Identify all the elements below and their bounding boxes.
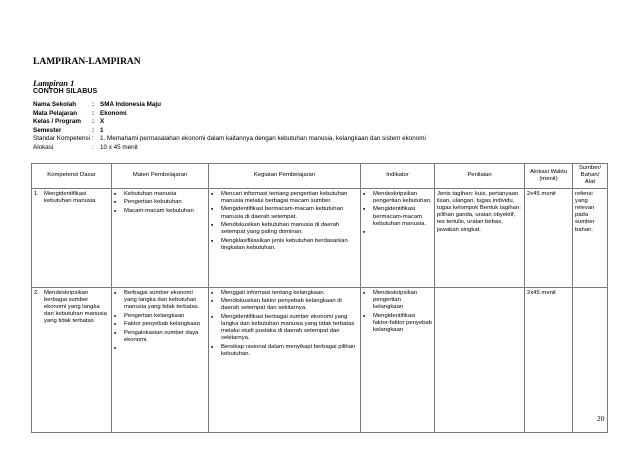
meta-separator: :: [92, 135, 94, 142]
kegiatan-item: ▪ Mengidentifikasi berbagai sumber ekonomi yang langka dan kebutuhan manusia yang tidak terbatas melalui studi pustaka di daerah setempat dan sekitarnya.: [211, 314, 358, 343]
column-header: Sumber/ Bahan/ Alat: [573, 164, 608, 189]
kompetensi-text: Mengidentifikasi kebutuhan manusia: [44, 190, 96, 204]
column-header: Alokasi Waktu (menit): [525, 164, 573, 189]
meta-value: 1. Memahami permasalahan ekonomi dalam kaitannya dengan kebutuhan manusia, kelangkaan dan sistem ekonomi: [100, 135, 426, 142]
meta-separator: :: [92, 118, 95, 125]
materi-item: ▪ Pengertian kelangkaan: [114, 313, 206, 320]
lampiran-label: Lampiran 1: [33, 78, 75, 88]
materi-item: ▪ Kebutuhan manusia: [114, 191, 206, 198]
indikator-cell: [361, 188, 435, 287]
meta-value: Ekonomi: [100, 109, 127, 117]
sumber-cell: refensi yang relevan pada sumber bahan.: [573, 188, 608, 287]
identity-block: [33, 101, 426, 152]
materi-cell: [112, 188, 209, 287]
column-header: Materi Pembelajaran: [112, 164, 209, 189]
kegiatan-item: ▪ Mendiskusikan faktor penyebab kelangkaan di daerah setempat dan sekitarnya.: [211, 298, 358, 312]
meta-separator: :: [92, 126, 95, 134]
column-header: Kompetensi Dasar: [32, 164, 112, 189]
kegiatan-cell: [209, 188, 361, 287]
meta-row-school: [33, 101, 426, 110]
indikator-item: ▪ Mendeskripsikan pengertian kebutuhan.: [363, 191, 432, 205]
table-row: [32, 188, 608, 287]
meta-row-semester: [33, 127, 426, 136]
kegiatan-item: ▪ Bersikap rasional dalam menyikapi berbagai pilihan kebutuhan.: [211, 344, 358, 358]
meta-separator: :: [92, 101, 95, 108]
indikator-cell: [361, 287, 435, 432]
page-heading: LAMPIRAN-LAMPIRAN: [33, 57, 141, 67]
row-number: 1.: [34, 190, 39, 197]
meta-row-allocation: [33, 144, 426, 153]
indikator-item: ▪ Mengidentifikasi bermacam-macam kebutuhan manusia.: [363, 206, 432, 228]
meta-key: Kelas / Program: [33, 118, 81, 125]
table-header-row: [32, 164, 608, 189]
alokasi-cell: 2x45 menit: [525, 188, 573, 287]
kegiatan-item: ▪ Mendiskusikan kebutuhan manusia di daerah setempat yang paling dominan.: [211, 222, 358, 236]
syllabus-subheading: CONTOH SILABUS: [33, 88, 98, 95]
column-header: Kegiatan Pembelajaran: [209, 164, 361, 189]
kegiatan-item: ▪ Menggali informasi tentang kelangkaan.: [211, 290, 358, 297]
table-row: [32, 287, 608, 432]
meta-key: Semester: [33, 126, 62, 134]
kegiatan-item: ▪ Mengklasifikasikan jenis kebutuhan berdasarkan tingkatan kebutuhan.: [211, 238, 358, 252]
meta-value: 1: [100, 126, 104, 134]
meta-separator: :: [92, 109, 95, 117]
meta-value: X: [100, 118, 105, 125]
kegiatan-cell: [209, 287, 361, 432]
column-header: Indikator: [361, 164, 435, 189]
page-number: 20: [597, 414, 605, 423]
meta-key: Standar Kompetensi: [33, 135, 91, 142]
row-number: 2.: [34, 289, 39, 296]
materi-item: ▪ Berbagai sumber ekonomi yang langka dan kebutuhan manusia yang tidak terbatas.: [114, 290, 206, 312]
meta-row-subject: [33, 110, 426, 119]
kegiatan-item: ▪ Mengidentifikasi bermacam-macam kebutuhan manusia di daerah setempat.: [211, 206, 358, 220]
kompetensi-text: Mendeskripsikan berbagai sumber ekonomi yang langka dan kebutuhan manusia yang tidak terbatas: [44, 289, 107, 325]
meta-row-competency: [33, 135, 426, 144]
materi-item: ▪ Macam-macam kebutuhan: [114, 208, 206, 215]
materi-cell: [112, 287, 209, 432]
materi-item: ▪ Pengertian kebutuhan: [114, 199, 206, 206]
syllabus-table: [31, 163, 608, 433]
alokasi-cell: 2x45 menit: [525, 287, 573, 432]
meta-row-class: [33, 118, 426, 127]
sumber-cell: [573, 287, 608, 432]
penilaian-cell: Jenis tagihan: kuis, pertanyaan lisan, ulangan, tugas individu, tugas kelompok Bentuk tagihan: pilihan ganda, uraian obyektif, tes tertulis, uraian bebas, jawaban singkat.: [435, 188, 525, 287]
meta-separator: :: [92, 143, 94, 151]
meta-value: 10 x 45 menit: [100, 143, 138, 151]
column-header: Penilaian: [435, 164, 525, 189]
materi-item: ▪ Pengalokasian sumber daya ekonomi.: [114, 330, 206, 344]
meta-key: Alokasi: [33, 143, 54, 151]
meta-key: Mata Pelajaran: [33, 109, 78, 117]
kompetensi-cell: [32, 287, 112, 432]
kegiatan-item: ▪ Mencari informasi tentang pengertian kebutuhan manusia melalui berbagai macam sumber.: [211, 191, 358, 205]
kompetensi-cell: [32, 188, 112, 287]
materi-item: ▪ Faktor penyebab kelangkaan: [114, 321, 206, 328]
indikator-item: ▪ Mendeskripsikan pengertian kelangkaan: [363, 290, 432, 312]
penilaian-cell: [435, 287, 525, 432]
meta-value: SMA Indonesia Maju: [100, 101, 161, 108]
indikator-item: ▪ Mengidentifikasi faktor-faktor penyebab kelangkaan: [363, 313, 432, 335]
meta-key: Nama Sekolah: [33, 101, 77, 108]
